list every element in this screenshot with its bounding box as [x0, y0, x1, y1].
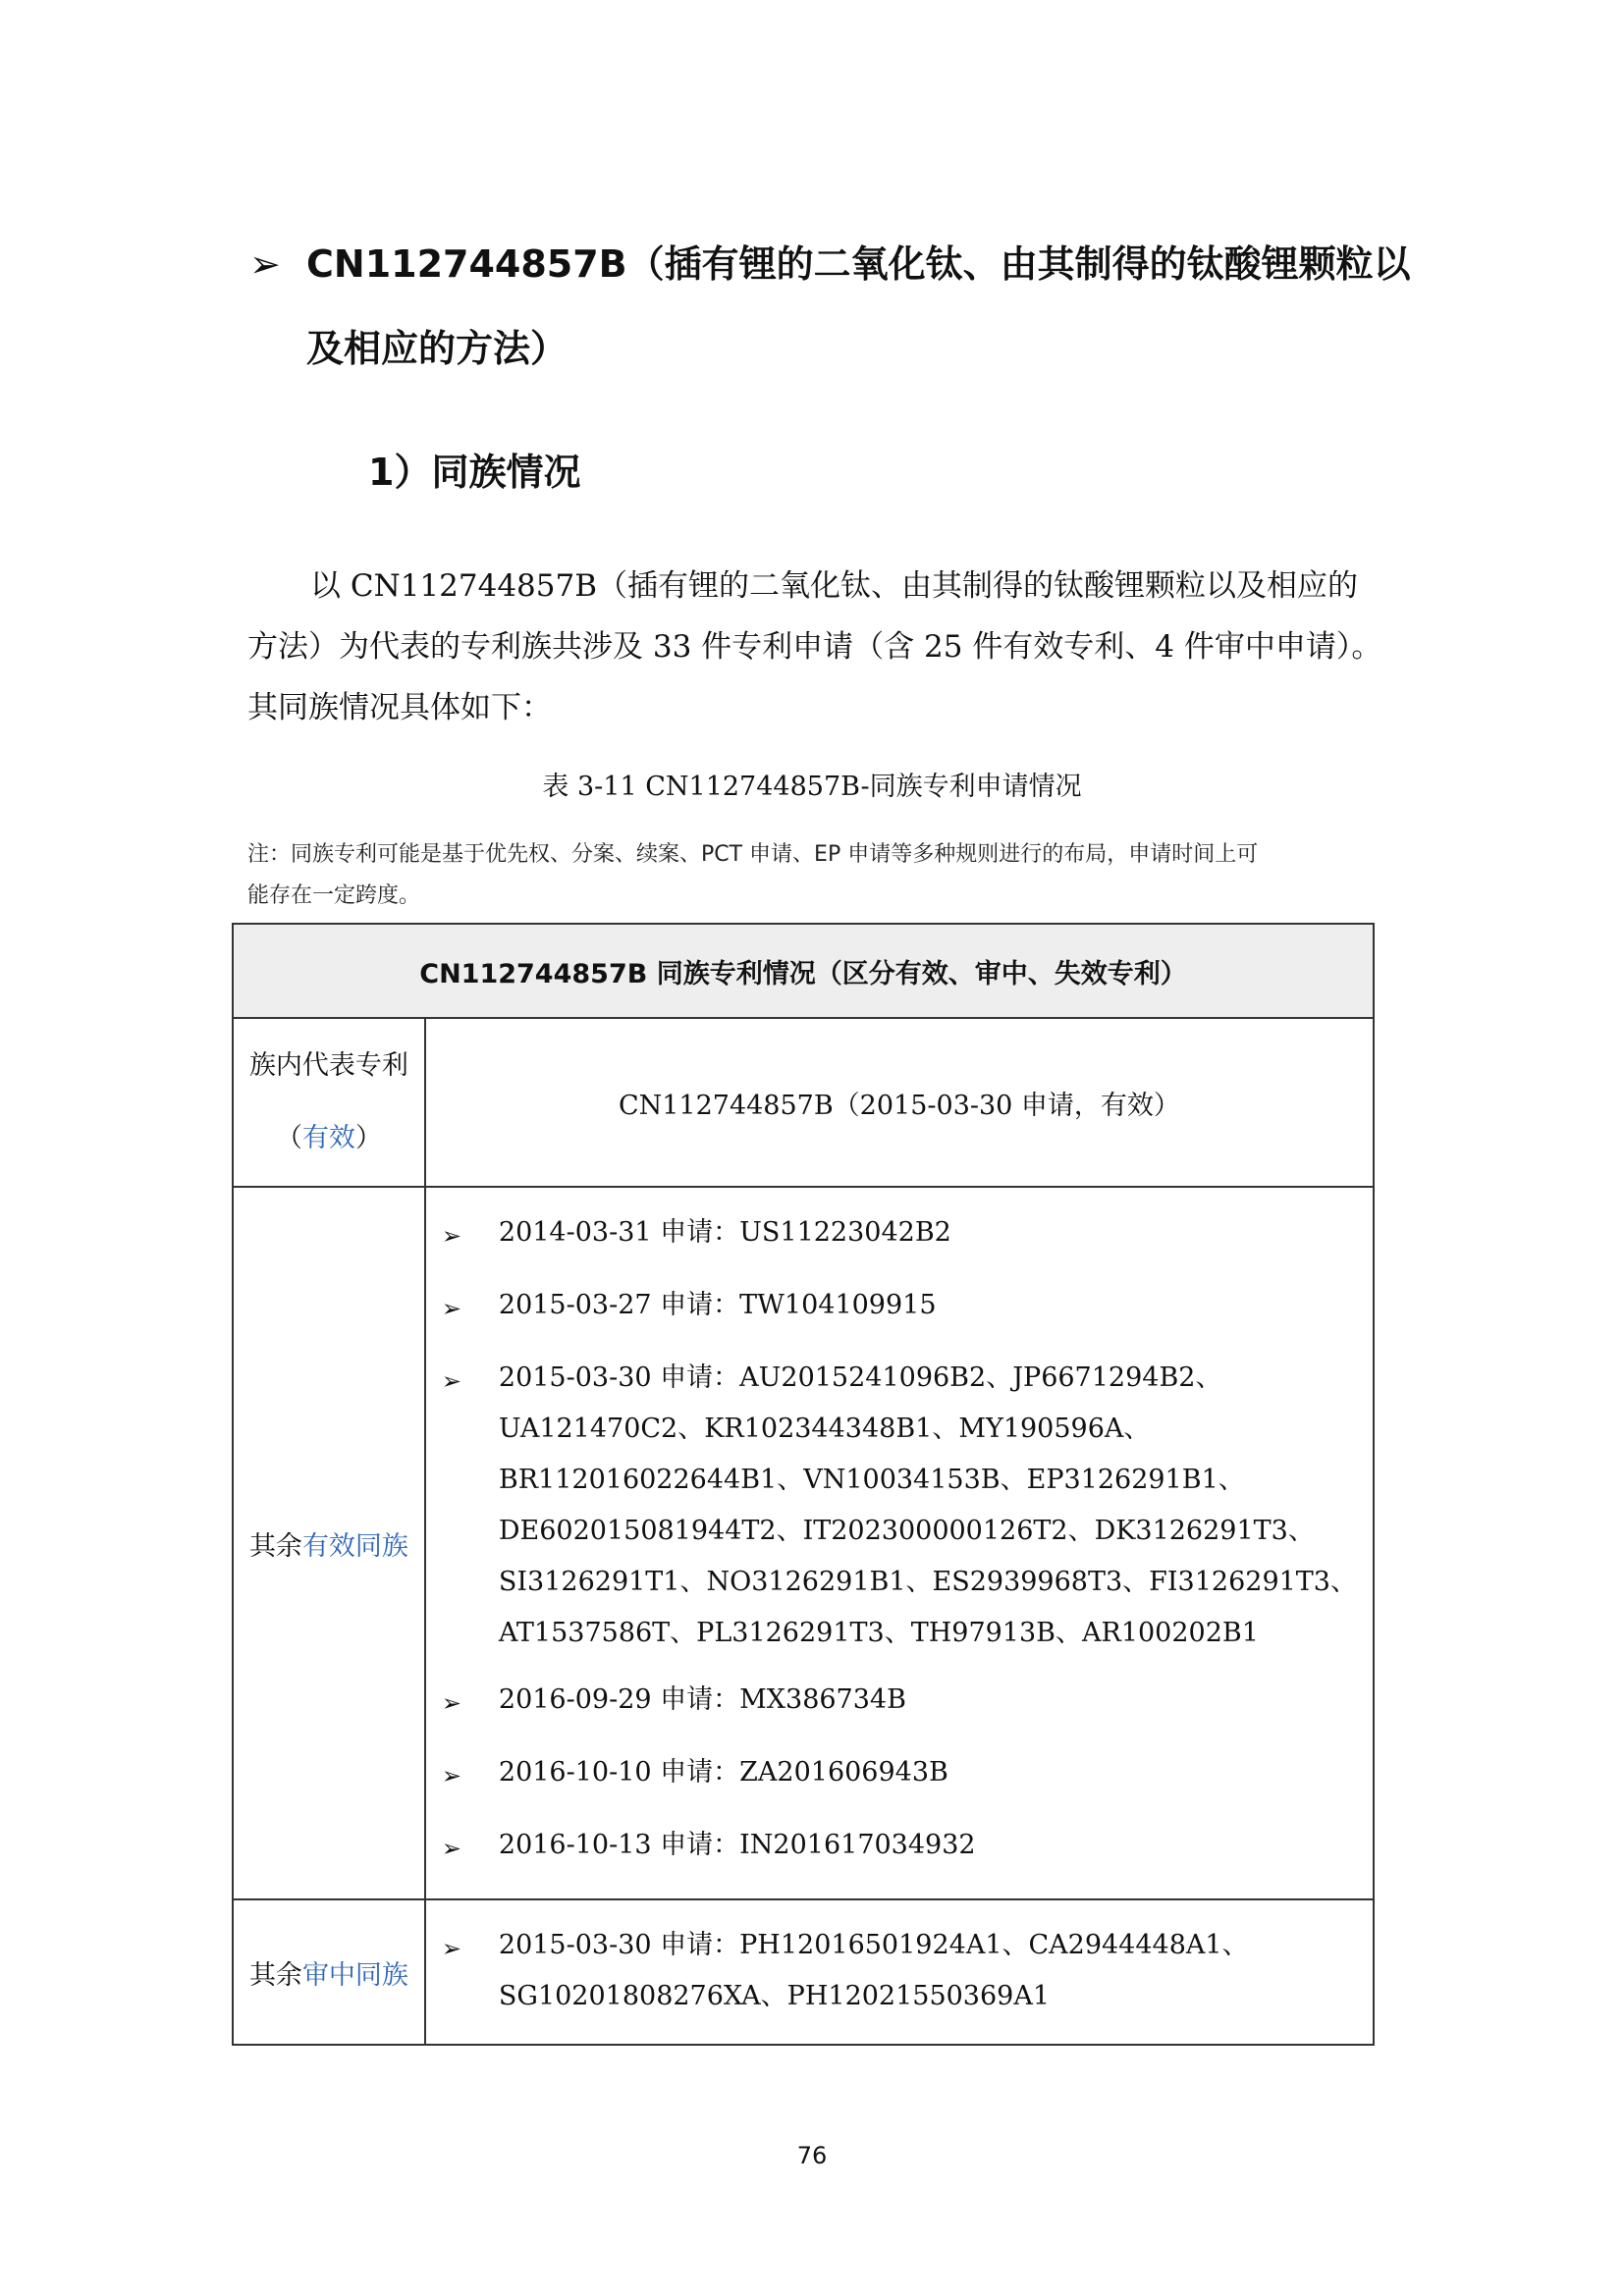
intro-paragraph — [247, 556, 1386, 738]
sub-heading: 1）同族情况 — [368, 451, 581, 494]
pending-family-list — [425, 1899, 1374, 2045]
representative-status — [235, 1102, 423, 1175]
paragraph-line-2: 方法）为代表的专利族共涉及 33 件专利申请（含 25 件有效专利、4 件审中申请）。 — [247, 629, 1382, 665]
arrow-bullet-icon: ➢ — [441, 1835, 461, 1862]
status-close-paren: ） — [354, 1123, 382, 1153]
page-number: 76 — [796, 2142, 828, 2169]
table-caption: 表 3-11 CN112744857B-同族专利申请情况 — [542, 772, 1082, 802]
arrow-bullet-icon: ➢ — [441, 1222, 461, 1250]
arrow-bullet-icon: ➢ — [441, 1367, 461, 1395]
patent-family-table — [232, 923, 1375, 2046]
list-item-text — [499, 1820, 976, 1877]
list-item-line: 2016-10-13 申请：IN201617034932 — [498, 1830, 976, 1860]
list-item-line: 2014-03-31 申请：US11223042B2 — [498, 1217, 951, 1248]
list-item-line: SG10201808276XA、PH12021550369A1 — [498, 1981, 1051, 2011]
arrow-bullet-icon: ➢ — [441, 1689, 461, 1717]
list-item-line: 2016-09-29 申请：MX386734B — [498, 1684, 906, 1715]
heading-bullet-icon: ➢ — [249, 242, 281, 286]
list-item-line: SI3126291T1、NO3126291B1、ES2939968T3、FI3126291T3、 — [498, 1567, 1357, 1597]
table-header: CN112744857B 同族专利情况（区分有效、审中、失效专利） — [233, 924, 1374, 1018]
list-item-text — [499, 1675, 906, 1732]
pending-family-label — [233, 1899, 425, 2045]
pending-label-highlight: 审中同族 — [301, 1959, 408, 1991]
table-row — [233, 1187, 1374, 1899]
representative-label: 族内代表专利 — [248, 1050, 408, 1081]
status-open-paren: （ — [275, 1123, 302, 1153]
valid-label-prefix: 其余 — [248, 1530, 302, 1562]
list-item-line: 2015-03-30 申请：PH12016501924A1、CA2944448A1、 — [498, 1930, 1249, 1960]
note-line-2: 能存在一定跨度。 — [247, 883, 421, 908]
list-item-line: UA121470C2、KR102344348B1、MY190596A、 — [498, 1414, 1151, 1444]
list-item-line: 2016-10-10 申请：ZA201606943B — [498, 1757, 948, 1788]
valid-label-highlight: 有效同族 — [301, 1530, 408, 1562]
list-item — [442, 1207, 1357, 1264]
paragraph-line-3: 其同族情况具体如下： — [247, 690, 552, 725]
note-line-1: 注：同族专利可能是基于优先权、分案、续案、PCT 申请、EP 申请等多种规则进行的布局，申请时间上可 — [247, 842, 1259, 867]
table-note — [247, 834, 1386, 917]
list-item — [442, 1675, 1357, 1732]
section-heading-line-2: 及相应的方法） — [306, 327, 568, 370]
arrow-bullet-icon: ➢ — [441, 1762, 461, 1789]
list-item — [442, 1747, 1357, 1804]
table-row — [233, 1899, 1374, 2045]
representative-label-cell — [233, 1018, 425, 1187]
paragraph-line-1: 以 CN112744857B（插有锂的二氧化钛、由其制得的钛酸锂颗粒以及相应的 — [310, 568, 1358, 604]
list-item-line: 2015-03-30 申请：AU2015241096B2、JP6671294B2、 — [498, 1362, 1222, 1393]
list-item-text — [499, 1353, 1357, 1659]
list-item — [442, 1353, 1357, 1659]
valid-family-list — [425, 1187, 1374, 1899]
list-item-text — [499, 1207, 951, 1264]
section-heading-line-1: CN112744857B（插有锂的二氧化钛、由其制得的钛酸锂颗粒以 — [306, 242, 1411, 286]
pending-label-prefix: 其余 — [248, 1959, 302, 1991]
list-item — [442, 1920, 1357, 2022]
status-valid-text: 有效 — [301, 1123, 355, 1153]
list-item-text — [499, 1747, 948, 1804]
table-row — [233, 1018, 1374, 1187]
list-item-line: AT1537586T、PL3126291T3、TH97913B、AR100202B1 — [498, 1618, 1259, 1648]
representative-value: CN112744857B（2015-03-30 申请，有效） — [425, 1018, 1374, 1187]
list-item-line: BR112016022644B1、VN10034153B、EP3126291B1、 — [498, 1465, 1245, 1495]
valid-family-label — [233, 1187, 425, 1899]
list-item-text — [499, 1920, 1249, 2022]
arrow-bullet-icon: ➢ — [441, 1295, 461, 1322]
arrow-bullet-icon: ➢ — [441, 1935, 461, 1962]
list-item-text — [499, 1280, 937, 1337]
list-item — [442, 1820, 1357, 1877]
list-item-line: DE602015081944T2、IT202300000126T2、DK3126291T3、 — [498, 1516, 1315, 1546]
list-item — [442, 1280, 1357, 1337]
list-item-line: 2015-03-27 申请：TW104109915 — [498, 1290, 937, 1320]
